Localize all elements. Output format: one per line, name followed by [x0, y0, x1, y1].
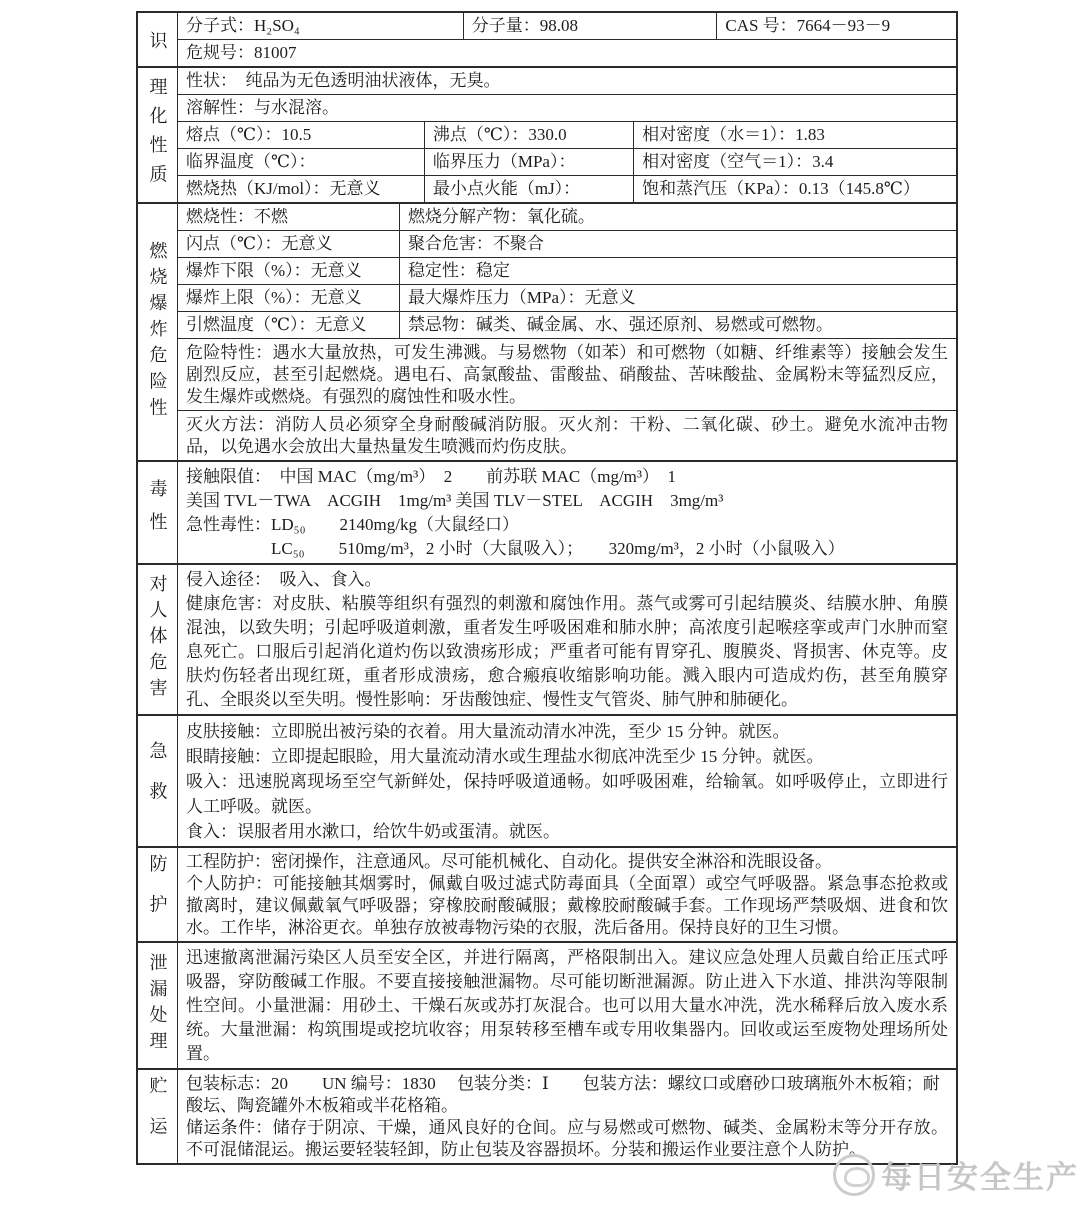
fire-fighting-cell	[178, 410, 956, 460]
section-label-text: 识	[147, 30, 168, 49]
exposure-limits-line: 接触限值： 中国 MAC（mg/m³） 2 前苏联 MAC（mg/m³） 1	[186, 467, 676, 486]
section-label-text: 燃烧爆炸危险性	[147, 240, 168, 424]
msds-table	[136, 11, 958, 1165]
section-first-aid	[138, 714, 956, 846]
table-row	[178, 230, 956, 257]
table-row	[178, 39, 956, 66]
storage-transport-cell	[178, 1070, 956, 1163]
table-row	[178, 284, 956, 311]
protection-cell	[178, 848, 956, 941]
solubility-cell: 溶解性：与水混溶。	[186, 98, 339, 117]
packaging-line: 包装标志：20 UN 编号：1830 包装分类：Ⅰ 包装方法：螺纹口或磨砂口玻璃瓶外木板箱；耐酸坛、陶瓷罐外木板箱或半花格箱。	[186, 1074, 940, 1115]
section-label-first-aid	[138, 716, 178, 846]
molecular-formula-cell: 分子式：H₂SO₄	[186, 16, 300, 35]
explosion-lower-limit-cell: 爆炸下限（%）：无意义	[186, 261, 362, 280]
relative-density-air-cell: 相对密度（空气＝1）：3.4	[633, 149, 956, 175]
eye-contact-line: 眼睛接触：立即提起眼睑，用大量流动清水或生理盐水彻底冲洗至少 15 分钟。就医。	[186, 747, 824, 766]
watermark-text: 每日安全生产	[881, 1160, 1079, 1195]
incompatibilities-cell: 禁忌物：碱类、碱金属、水、强还原剂、易燃或可燃物。	[399, 312, 956, 338]
section-label-storage-transport	[138, 1070, 178, 1163]
boiling-point-cell: 沸点（℃）：330.0	[424, 122, 633, 148]
min-ignition-energy-cell: 最小点火能（mJ）：	[424, 176, 633, 202]
section-health-hazard	[138, 563, 956, 714]
table-row	[178, 204, 956, 230]
section-label-fire-explosion	[138, 204, 178, 460]
stability-cell: 稳定性：稳定	[399, 258, 956, 284]
section-label-text: 防护	[147, 854, 168, 935]
exposure-routes-line: 侵入途径： 吸入、食入。	[186, 570, 382, 589]
leak-handling-text: 迅速撤离泄漏污染区人员至安全区，并进行隔离，严格限制出入。建议应急处理人员戴自给正压式呼吸器，穿防酸碱工作服。不要直接接触泄漏物。尽可能切断泄漏源。防止进入下水道、排洪沟等限制性空间。小量泄漏：用砂土、干燥石灰或苏打灰混合。也可以用大量水冲洗，洗水稀释后放入废水系统。大量泄漏：构筑围堤或挖坑收容；用泵转移至槽车或专用收集器内。回收或运至废物处理场所处置。	[186, 948, 948, 1063]
critical-temperature-cell: 临界温度（℃）：	[186, 152, 316, 171]
table-row	[178, 175, 956, 202]
section-fire-explosion-hazard	[138, 202, 956, 460]
engineering-protection-line: 工程防护：密闭操作，注意通风。尽可能机械化、自动化。提供安全淋浴和洗眼设备。	[186, 852, 832, 871]
table-row	[178, 94, 956, 121]
acute-toxicity-ld50-line: 急性毒性：LD₅₀ 2140mg/kg（大鼠经口）	[186, 515, 519, 534]
table-row	[178, 13, 956, 39]
section-physical-chemical	[138, 66, 956, 202]
critical-pressure-cell: 临界压力（MPa）：	[424, 149, 633, 175]
section-label-toxicity	[138, 462, 178, 563]
relative-density-water-cell: 相对密度（水＝1）：1.83	[633, 122, 956, 148]
table-row	[178, 68, 956, 94]
section-identification	[138, 13, 956, 66]
section-label-identification	[138, 13, 178, 66]
first-aid-cell	[178, 716, 956, 846]
combustion-heat-cell: 燃烧热（KJ/mol）：无意义	[186, 179, 381, 198]
inhalation-line: 吸入：迅速脱离现场至空气新鲜处，保持呼吸道通畅。如呼吸困难，给输氧。如呼吸停止，立即进行人工呼吸。就医。	[186, 772, 948, 816]
saturated-vapor-pressure-cell: 饱和蒸汽压（KPa）：0.13（145.8℃）	[633, 176, 956, 202]
section-storage-transport	[138, 1068, 956, 1163]
flammability-cell: 燃烧性：不燃	[186, 207, 288, 226]
fire-fighting-text: 灭火方法：消防人员必须穿全身耐酸碱消防服。灭火剂：干粉、二氧化碳、砂土。避免水流冲击物品，以免遇水会放出大量热量发生喷溅而灼伤皮肤。	[186, 415, 948, 456]
section-toxicity	[138, 460, 956, 563]
molecular-weight-cell: 分子量：98.08	[463, 13, 717, 39]
skin-contact-line: 皮肤接触：立即脱出被污染的衣着。用大量流动清水冲洗，至少 15 分钟。就医。	[186, 722, 790, 741]
cas-number-cell: CAS 号：7664－93－9	[716, 13, 956, 39]
max-explosion-pressure-cell: 最大爆炸压力（MPa）：无意义	[399, 285, 956, 311]
storage-conditions-text: 储运条件：储存于阴凉、干燥，通风良好的仓间。应与易燃或可燃物、碱类、金属粉末等分开存放。不可混储混运。搬运要轻装轻卸，防止包装及容器损坏。分装和搬运作业要注意个人防护。	[186, 1118, 948, 1159]
section-label-text: 理化性质	[147, 76, 168, 194]
leak-handling-cell	[178, 943, 956, 1068]
section-label-text: 泄漏处理	[147, 953, 168, 1058]
section-label-leak-handling	[138, 943, 178, 1068]
section-label-health-hazard	[138, 565, 178, 714]
health-hazard-text: 健康危害：对皮肤、粘膜等组织有强烈的刺激和腐蚀作用。蒸气或雾可引起结膜炎、结膜水肿、角膜混浊，以致失明；引起呼吸道刺激，重者发生呼吸困难和肺水肿；高浓度引起喉痉挛或声门水肿而窒息死亡。口服后引起消化道灼伤以致溃疡形成；严重者可能有胃穿孔、腹膜炎、肾损害、休克等。皮肤灼伤轻者出现红斑，重者形成溃疡，愈合瘢痕收缩影响功能。溅入眼内可造成灼伤，甚至角膜穿孔、全眼炎以至失明。慢性影响：牙齿酸蚀症、慢性支气管炎、肺气肿和肺硬化。	[186, 594, 948, 709]
table-row	[178, 257, 956, 284]
explosion-upper-limit-cell: 爆炸上限（%）：无意义	[186, 288, 362, 307]
section-protection	[138, 846, 956, 941]
acute-toxicity-lc50-line: LC₅₀ 510mg/m³，2 小时（大鼠吸入）； 320mg/m³，2 小时（小鼠吸入）	[186, 539, 845, 558]
section-label-protection	[138, 848, 178, 941]
combustion-products-cell: 燃烧分解产物：氧化硫。	[399, 204, 956, 230]
hazard-characteristics-text: 危险特性：遇水大量放热，可发生沸溅。与易燃物（如苯）和可燃物（如糖、纤维素等）接触会发生剧烈反应，甚至引起燃烧。遇电石、高氯酸盐、雷酸盐、硝酸盐、苦味酸盐、金属粉末等猛烈反应，发生爆炸或燃烧。有强烈的腐蚀性和吸水性。	[186, 343, 948, 406]
table-row	[178, 121, 956, 148]
section-leak-handling	[138, 941, 956, 1068]
section-label-text: 毒性	[147, 479, 168, 546]
ignition-temperature-cell: 引燃温度（℃）：无意义	[186, 315, 367, 334]
section-label-text: 急救	[147, 740, 168, 822]
toxicity-cell	[178, 462, 956, 563]
table-row	[178, 148, 956, 175]
melting-point-cell: 熔点（℃）：10.5	[186, 125, 312, 144]
appearance-cell: 性状： 纯品为无色透明油状液体，无臭。	[186, 71, 501, 90]
polymerization-hazard-cell: 聚合危害：不聚合	[399, 231, 956, 257]
section-label-text: 贮运	[147, 1076, 168, 1157]
personal-protection-text: 个人防护：可能接触其烟雾时，佩戴自吸过滤式防毒面具（全面罩）或空气呼吸器。紧急事态抢救或撤离时，建议佩戴氧气呼吸器；穿橡胶耐酸碱服；戴橡胶耐酸碱手套。工作现场严禁吸烟、进食和饮水。工作毕，淋浴更衣。单独存放被毒物污染的衣服，洗后备用。保持良好的卫生习惯。	[186, 874, 948, 937]
section-label-text: 对人体危害	[147, 574, 168, 705]
table-row	[178, 311, 956, 338]
section-label-physical-chemical	[138, 68, 178, 202]
us-exposure-limits-line: 美国 TVL－TWA ACGIH 1mg/m³ 美国 TLV－STEL ACGIH 3mg/m³	[186, 491, 724, 510]
ingestion-line: 食入：误服者用水漱口，给饮牛奶或蛋清。就医。	[186, 822, 560, 841]
health-hazard-cell	[178, 565, 956, 714]
flash-point-cell: 闪点（℃）：无意义	[186, 234, 333, 253]
danger-code-cell: 危规号：81007	[186, 43, 297, 62]
hazard-characteristics-cell	[178, 338, 956, 410]
